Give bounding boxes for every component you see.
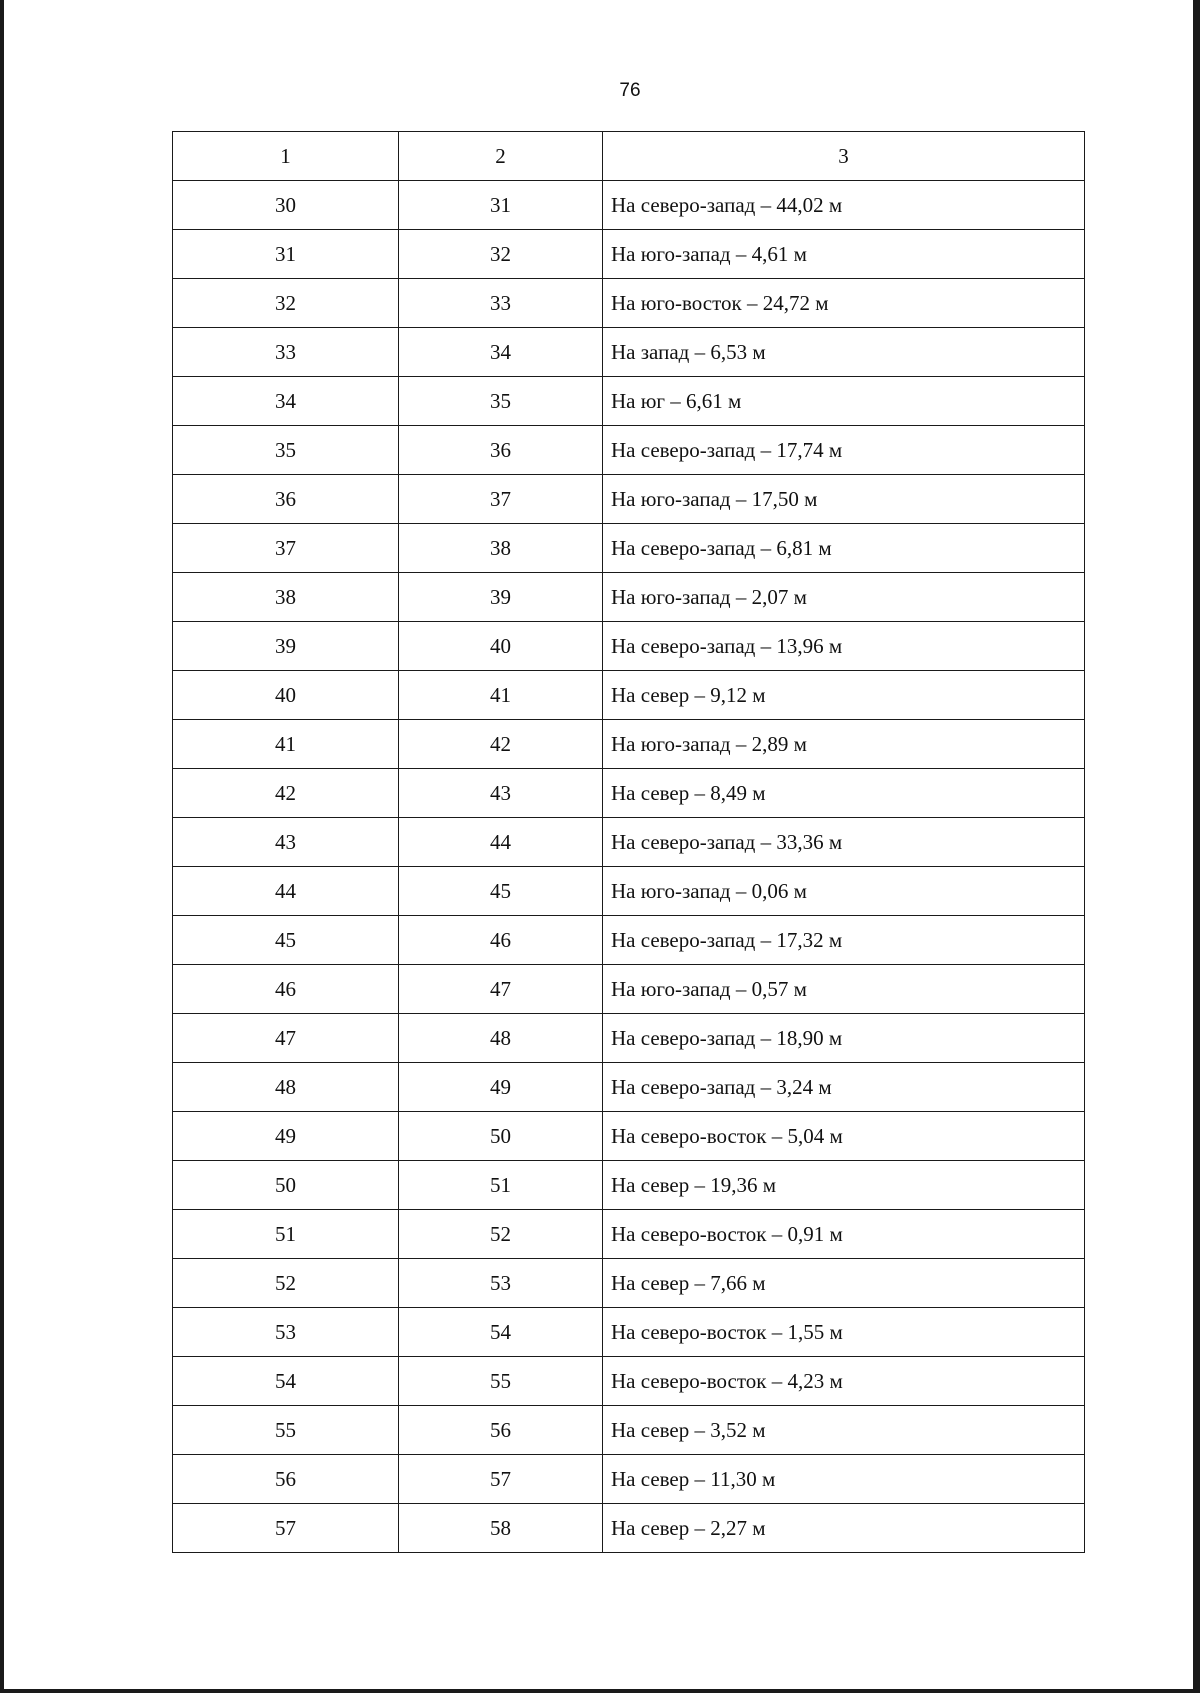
point-from-cell: 39 [173, 622, 399, 671]
direction-distance-cell: На северо-восток – 0,91 м [603, 1210, 1085, 1259]
direction-distance-cell: На северо-запад – 17,74 м [603, 426, 1085, 475]
table-row [173, 181, 1085, 230]
column-header-3: 3 [603, 132, 1085, 181]
point-to-cell: 49 [399, 1063, 603, 1112]
direction-distance-cell: На север – 11,30 м [603, 1455, 1085, 1504]
point-to-cell: 48 [399, 1014, 603, 1063]
point-from-cell: 32 [173, 279, 399, 328]
direction-distance-cell: На север – 8,49 м [603, 769, 1085, 818]
table-row [173, 720, 1085, 769]
point-to-cell: 50 [399, 1112, 603, 1161]
point-to-cell: 32 [399, 230, 603, 279]
point-to-cell: 53 [399, 1259, 603, 1308]
point-to-cell: 38 [399, 524, 603, 573]
direction-distance-cell: На запад – 6,53 м [603, 328, 1085, 377]
point-to-cell: 37 [399, 475, 603, 524]
point-to-cell: 42 [399, 720, 603, 769]
direction-distance-cell: На юго-запад – 4,61 м [603, 230, 1085, 279]
point-from-cell: 37 [173, 524, 399, 573]
direction-distance-cell: На северо-запад – 33,36 м [603, 818, 1085, 867]
table-row [173, 1357, 1085, 1406]
point-from-cell: 48 [173, 1063, 399, 1112]
direction-distance-cell: На северо-восток – 5,04 м [603, 1112, 1085, 1161]
column-header-2: 2 [399, 132, 603, 181]
table-row [173, 279, 1085, 328]
direction-distance-cell: На север – 7,66 м [603, 1259, 1085, 1308]
direction-distance-cell: На северо-восток – 4,23 м [603, 1357, 1085, 1406]
scan-border-right [1193, 0, 1200, 1693]
point-to-cell: 55 [399, 1357, 603, 1406]
point-from-cell: 57 [173, 1504, 399, 1553]
point-to-cell: 40 [399, 622, 603, 671]
point-to-cell: 51 [399, 1161, 603, 1210]
page-number: 76 [619, 80, 641, 101]
table-row [173, 1161, 1085, 1210]
point-to-cell: 35 [399, 377, 603, 426]
point-from-cell: 56 [173, 1455, 399, 1504]
boundary-table [172, 131, 1085, 1553]
point-from-cell: 35 [173, 426, 399, 475]
point-from-cell: 52 [173, 1259, 399, 1308]
table-row [173, 475, 1085, 524]
point-from-cell: 33 [173, 328, 399, 377]
point-from-cell: 36 [173, 475, 399, 524]
point-from-cell: 43 [173, 818, 399, 867]
direction-distance-cell: На северо-запад – 13,96 м [603, 622, 1085, 671]
point-from-cell: 51 [173, 1210, 399, 1259]
direction-distance-cell: На север – 2,27 м [603, 1504, 1085, 1553]
point-to-cell: 57 [399, 1455, 603, 1504]
point-from-cell: 45 [173, 916, 399, 965]
table-row [173, 1504, 1085, 1553]
scan-border-bottom [0, 1689, 1200, 1693]
point-from-cell: 49 [173, 1112, 399, 1161]
direction-distance-cell: На северо-запад – 17,32 м [603, 916, 1085, 965]
point-from-cell: 30 [173, 181, 399, 230]
point-to-cell: 52 [399, 1210, 603, 1259]
direction-distance-cell: На юго-восток – 24,72 м [603, 279, 1085, 328]
point-to-cell: 47 [399, 965, 603, 1014]
direction-distance-cell: На юго-запад – 2,89 м [603, 720, 1085, 769]
table-row [173, 916, 1085, 965]
table-row [173, 1112, 1085, 1161]
point-from-cell: 46 [173, 965, 399, 1014]
point-to-cell: 56 [399, 1406, 603, 1455]
point-to-cell: 39 [399, 573, 603, 622]
point-to-cell: 54 [399, 1308, 603, 1357]
point-to-cell: 44 [399, 818, 603, 867]
point-to-cell: 31 [399, 181, 603, 230]
point-from-cell: 40 [173, 671, 399, 720]
point-from-cell: 34 [173, 377, 399, 426]
table-body [173, 132, 1085, 1553]
point-from-cell: 41 [173, 720, 399, 769]
table-row [173, 671, 1085, 720]
point-to-cell: 43 [399, 769, 603, 818]
point-from-cell: 53 [173, 1308, 399, 1357]
direction-distance-cell: На северо-запад – 6,81 м [603, 524, 1085, 573]
direction-distance-cell: На юг – 6,61 м [603, 377, 1085, 426]
direction-distance-cell: На северо-восток – 1,55 м [603, 1308, 1085, 1357]
point-to-cell: 41 [399, 671, 603, 720]
direction-distance-cell: На север – 3,52 м [603, 1406, 1085, 1455]
direction-distance-cell: На юго-запад – 2,07 м [603, 573, 1085, 622]
scan-border-left [0, 0, 4, 1693]
point-from-cell: 42 [173, 769, 399, 818]
table-row [173, 867, 1085, 916]
direction-distance-cell: На север – 9,12 м [603, 671, 1085, 720]
direction-distance-cell: На северо-запад – 44,02 м [603, 181, 1085, 230]
point-from-cell: 55 [173, 1406, 399, 1455]
point-to-cell: 34 [399, 328, 603, 377]
direction-distance-cell: На северо-запад – 18,90 м [603, 1014, 1085, 1063]
point-from-cell: 44 [173, 867, 399, 916]
table-row [173, 818, 1085, 867]
point-from-cell: 47 [173, 1014, 399, 1063]
point-from-cell: 50 [173, 1161, 399, 1210]
point-to-cell: 36 [399, 426, 603, 475]
point-from-cell: 54 [173, 1357, 399, 1406]
table-row [173, 769, 1085, 818]
point-to-cell: 33 [399, 279, 603, 328]
column-header-1: 1 [173, 132, 399, 181]
table-row [173, 1063, 1085, 1112]
table-row [173, 230, 1085, 279]
point-from-cell: 38 [173, 573, 399, 622]
table-row [173, 1406, 1085, 1455]
point-from-cell: 31 [173, 230, 399, 279]
table-row [173, 524, 1085, 573]
table-row [173, 1014, 1085, 1063]
table-header-row [173, 132, 1085, 181]
table-row [173, 1455, 1085, 1504]
table-row [173, 622, 1085, 671]
direction-distance-cell: На юго-запад – 0,06 м [603, 867, 1085, 916]
table-row [173, 426, 1085, 475]
direction-distance-cell: На юго-запад – 0,57 м [603, 965, 1085, 1014]
point-to-cell: 58 [399, 1504, 603, 1553]
direction-distance-cell: На север – 19,36 м [603, 1161, 1085, 1210]
direction-distance-cell: На северо-запад – 3,24 м [603, 1063, 1085, 1112]
table-row [173, 1210, 1085, 1259]
table-row [173, 328, 1085, 377]
table-row [173, 1308, 1085, 1357]
point-to-cell: 45 [399, 867, 603, 916]
table-row [173, 377, 1085, 426]
table-row [173, 573, 1085, 622]
point-to-cell: 46 [399, 916, 603, 965]
table-row [173, 1259, 1085, 1308]
table-row [173, 965, 1085, 1014]
direction-distance-cell: На юго-запад – 17,50 м [603, 475, 1085, 524]
